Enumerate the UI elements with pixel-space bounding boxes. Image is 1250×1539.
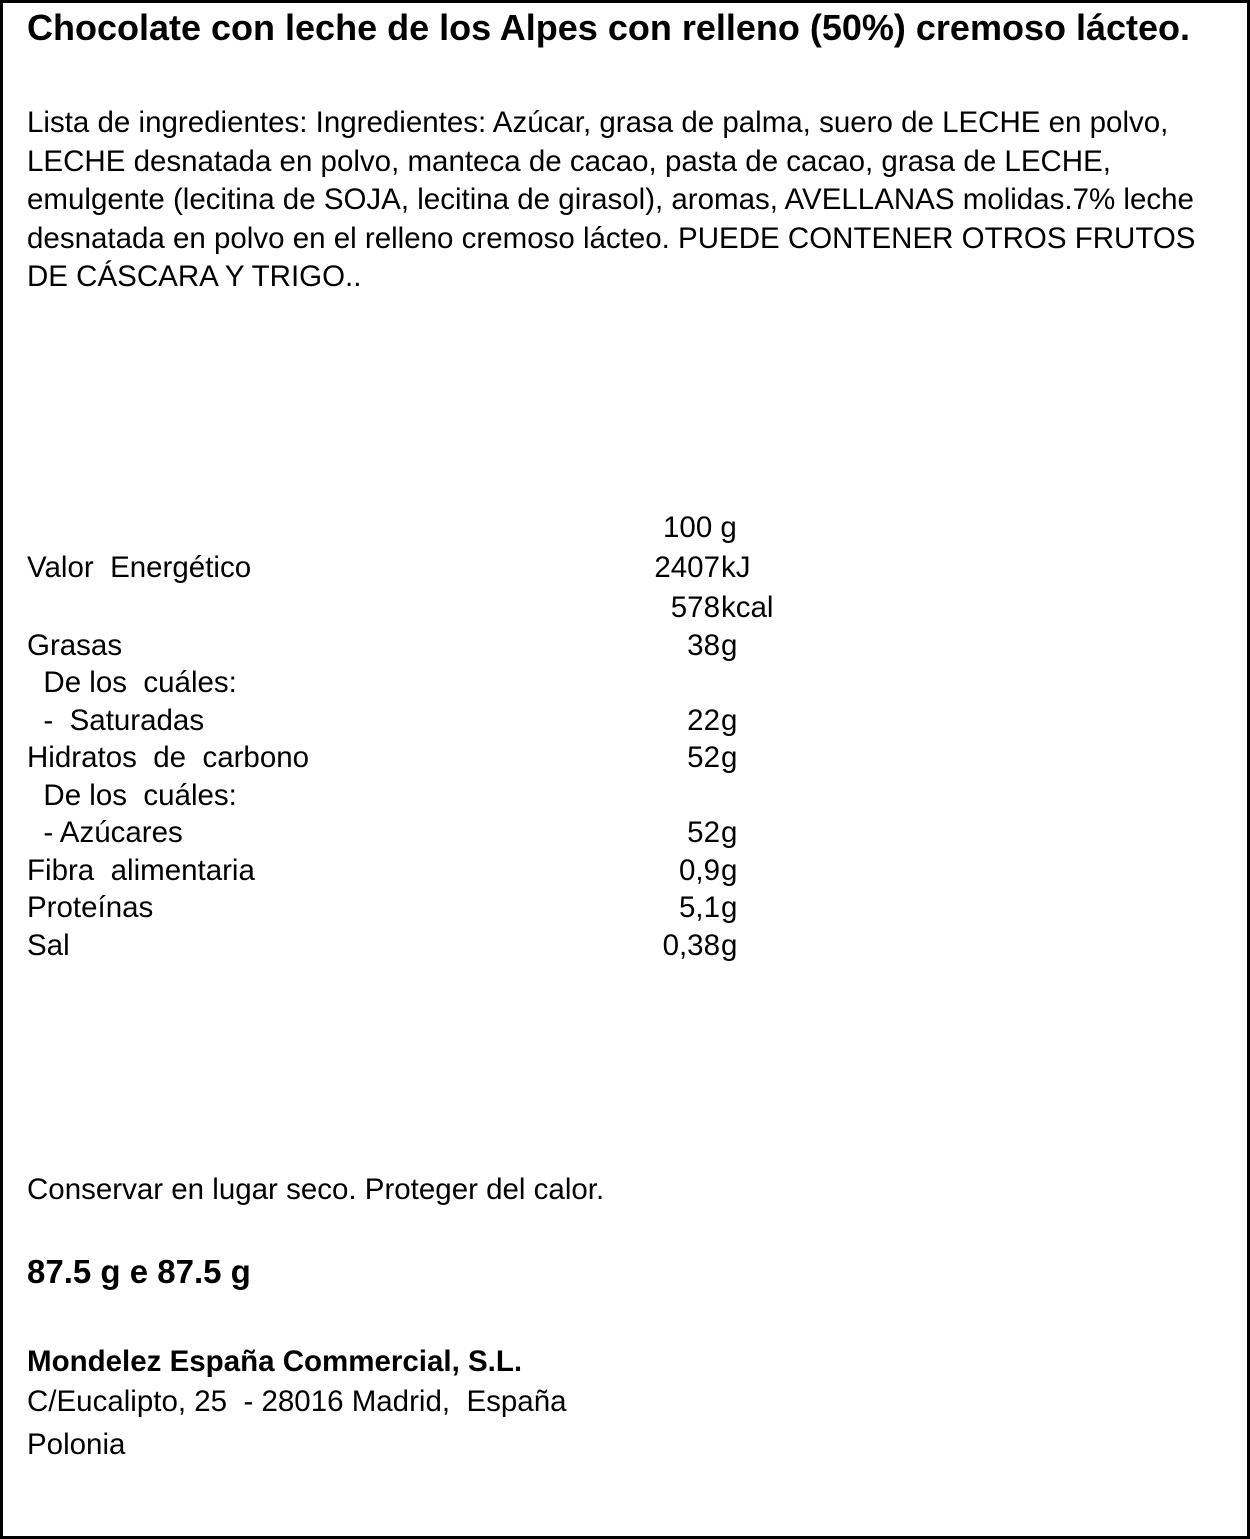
nutrition-row-salt (27, 927, 927, 965)
nutrition-header: 100 g (663, 511, 737, 544)
nutrition-value: 52 (687, 741, 720, 774)
country-of-origin: Polonia (27, 1428, 126, 1461)
nutrition-row-protein (27, 889, 927, 927)
nutrition-label: De los cuáles: (27, 666, 237, 699)
nutrition-row-sugars (27, 814, 927, 852)
product-title: Chocolate con leche de los Alpes con relleno (50%) cremoso lácteo. (27, 7, 1191, 48)
nutrition-row-fat (27, 627, 927, 665)
nutrition-row-carbohydrates (27, 739, 927, 777)
nutrition-header-row (27, 509, 927, 549)
nutrition-row-saturated (27, 702, 927, 740)
nutrition-row-energy-kcal (27, 589, 927, 627)
nutrition-label: De los cuáles: (27, 778, 237, 812)
net-weight: 87.5 g e 87.5 g (27, 1253, 251, 1290)
nutrition-table (27, 509, 927, 964)
nutrition-unit: g (721, 853, 738, 887)
nutrition-row-fat-subheading (27, 664, 927, 702)
nutrition-value: 22 (687, 703, 720, 737)
nutrition-label: - Azúcares (27, 816, 183, 849)
nutrition-row-energy-kj (27, 549, 927, 589)
nutrition-row-carb-subheading (27, 777, 927, 815)
nutrition-value: 578 (670, 591, 720, 624)
nutrition-row-fibre (27, 852, 927, 890)
nutrition-label: Valor Energético (27, 551, 252, 584)
nutrition-label: Hidratos de carbono (27, 741, 310, 774)
nutrition-value: 52 (687, 816, 720, 849)
nutrition-unit: g (721, 628, 738, 662)
storage-instructions: Conservar en lugar seco. Proteger del calor. (27, 1173, 605, 1206)
manufacturer-name: Mondelez España Commercial, S.L. (27, 1345, 523, 1378)
ingredients-list: Lista de ingredientes: Ingredientes: Azúcar, grasa de palma, suero de LECHE en polvo, LECHE desnatada en polvo, manteca de cacao, pasta de cacao, grasa de LECHE, emulgente (lecitina de SOJA, lecitina de girasol), aromas, AVELLANAS molidas.7% leche desnatada en polvo en el relleno cremoso lácteo. PUEDE CONTENER OTROS FRUTOS DE CÁSCARA Y TRIGO.. (27, 106, 1196, 293)
nutrition-label: - Saturadas (27, 703, 205, 737)
manufacturer-address: C/Eucalipto, 25 - 28016 Madrid, España (27, 1385, 567, 1418)
nutrition-value: 0,38 (662, 928, 720, 962)
nutrition-label: Fibra alimentaria (27, 853, 255, 887)
nutrition-value: 5,1 (678, 891, 720, 924)
nutrition-value: 0,9 (678, 853, 720, 887)
nutrition-unit: g (721, 816, 738, 849)
nutrition-label: Grasas (27, 628, 123, 662)
nutrition-unit: g (721, 928, 738, 962)
nutrition-unit: g (721, 703, 738, 737)
nutrition-unit: kJ (721, 551, 751, 584)
nutrition-unit: g (721, 891, 738, 924)
nutrition-label: Proteínas (27, 891, 154, 924)
nutrition-value: 38 (687, 628, 720, 662)
nutrition-value: 2407 (654, 551, 720, 584)
nutrition-label: Sal (27, 928, 70, 962)
nutrition-unit: kcal (721, 591, 774, 624)
nutrition-unit: g (721, 741, 738, 774)
